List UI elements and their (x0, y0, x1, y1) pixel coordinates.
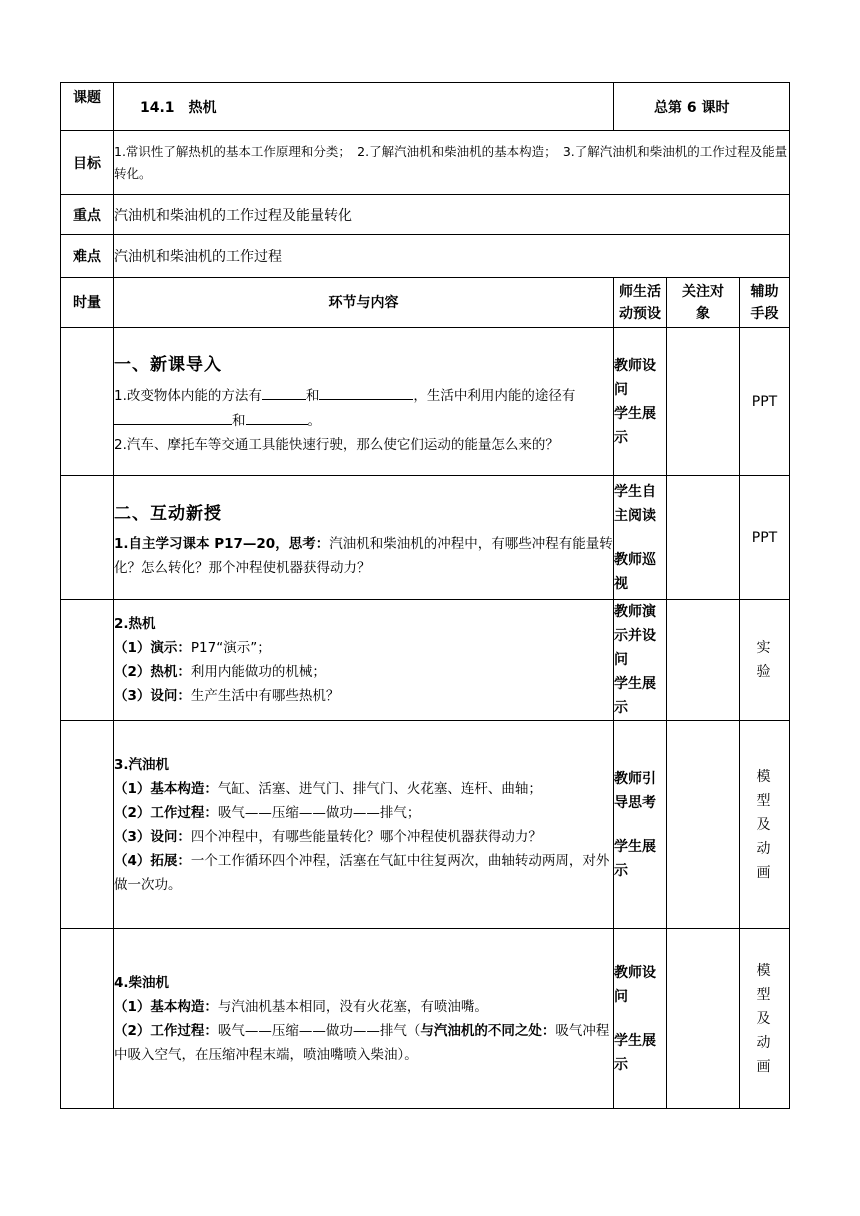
difficulty-text: 汽油机和柴油机的工作过程 (114, 235, 790, 278)
time-cell (61, 721, 114, 929)
period-count: 总第 6 课时 (614, 83, 790, 131)
row-intro (61, 328, 790, 476)
intro-title: 一、新课导入 (114, 354, 222, 375)
difficulty-row (61, 235, 790, 278)
time-cell (61, 476, 114, 600)
topic-row (61, 83, 790, 131)
key-point-row (61, 195, 790, 235)
row-heat-engine (61, 600, 790, 721)
goal-text: 1.常识性了解热机的基本工作原理和分类； 2.了解汽油机和柴油机的基本构造； 3.了解汽油机和柴油机的工作过程及能量转化。 (114, 131, 790, 195)
focus-cell (667, 328, 740, 476)
diesel-engine-content: 4.柴油机 （1）基本构造：与汽油机基本相同，没有火花塞，有喷油嘴。 （2）工作过程：吸气——压缩——做功——排气（与汽油机的不同之处：吸气冲程中吸入空气，在压缩冲程末端，喷油嘴喷入柴油）。 (114, 929, 614, 1109)
focus-cell (667, 476, 740, 600)
new-lesson-title: 二、互动新授 (114, 503, 222, 524)
time-cell (61, 328, 114, 476)
row-new-lesson (61, 476, 790, 600)
row-diesel-engine (61, 929, 790, 1109)
intro-aid: PPT (740, 328, 790, 476)
row-gasoline-engine (61, 721, 790, 929)
difficulty-label: 难点 (61, 235, 114, 278)
topic-label: 课题 (61, 83, 114, 131)
new-lesson-content (114, 476, 614, 600)
intro-question-1: 1.改变物体内能的方法有 和 ，生活中利用内能的途径有和 。 (114, 383, 613, 433)
new-lesson-activity: 学生自主阅读 教师巡视 (614, 476, 667, 600)
gasoline-engine-aid: 模型及动画 (740, 721, 790, 929)
diesel-engine-title: 4.柴油机 (114, 974, 170, 991)
key-point-label: 重点 (61, 195, 114, 235)
time-cell (61, 600, 114, 721)
intro-content (114, 328, 614, 476)
col-activity: 师生活动预设 (614, 278, 667, 328)
goal-row (61, 131, 790, 195)
col-aid: 辅助手段 (740, 278, 790, 328)
diesel-engine-activity: 教师设问 学生展示 (614, 929, 667, 1109)
heat-engine-activity: 教师演示并设问 学生展示 (614, 600, 667, 721)
diesel-engine-aid: 模型及动画 (740, 929, 790, 1109)
gasoline-engine-content: 3.汽油机 （1）基本构造：气缸、活塞、进气门、排气门、火花塞、连杆、曲轴； （2）工作过程：吸气——压缩——做功——排气； （3）设问：四个冲程中，有哪些能量转化？哪个冲程使机器获得动力？ （4）拓展：一个工作循环四个冲程，活塞在气缸中往复两次，曲轴转动两周，对外做一次功。 (114, 721, 614, 929)
heat-engine-content: 2.热机 （1）演示：P17“演示”； （2）热机：利用内能做功的机械； （3）设问：生产生活中有哪些热机？ (114, 600, 614, 721)
self-study-text: 1.自主学习课本 P17—20，思考：汽油机和柴油机的冲程中，有哪些冲程有能量转化？怎么转化？那个冲程使机器获得动力？ (114, 535, 613, 576)
topic-title: 14.1 热机 (114, 83, 614, 131)
heat-engine-title: 2.热机 (114, 616, 156, 632)
time-cell (61, 929, 114, 1109)
goal-label: 目标 (61, 131, 114, 195)
focus-cell (667, 721, 740, 929)
lesson-plan-table (60, 82, 790, 1109)
gasoline-engine-title: 3.汽油机 (114, 756, 170, 773)
new-lesson-aid: PPT (740, 476, 790, 600)
focus-cell (667, 600, 740, 721)
column-header-row (61, 278, 790, 328)
intro-activity: 教师设问 学生展示 (614, 328, 667, 476)
col-content: 环节与内容 (114, 278, 614, 328)
col-focus: 关注对象 (667, 278, 740, 328)
intro-question-2: 2.汽车、摩托车等交通工具能快速行驶，那么使它们运动的能量怎么来的？ (114, 436, 559, 453)
heat-engine-aid: 实验 (740, 600, 790, 721)
key-point-text: 汽油机和柴油机的工作过程及能量转化 (114, 195, 790, 235)
gasoline-engine-activity: 教师引导思考 学生展示 (614, 721, 667, 929)
focus-cell (667, 929, 740, 1109)
col-time: 时量 (61, 278, 114, 328)
